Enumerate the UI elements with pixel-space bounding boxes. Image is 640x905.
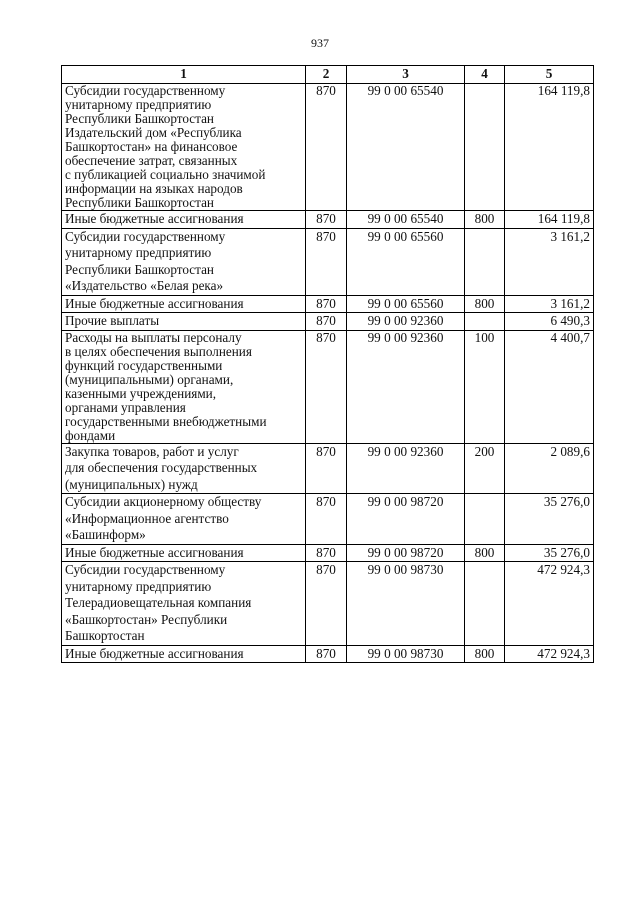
table-row	[62, 211, 594, 229]
table-row	[62, 544, 594, 562]
row-expense-type-cell: 800	[465, 645, 505, 663]
page-number: 937	[311, 36, 329, 50]
row-amount-cell: 472 924,3	[505, 645, 594, 663]
row-target-article-cell: 99 0 00 98720	[347, 544, 465, 562]
row-ministry-cell: 870	[306, 562, 347, 646]
row-name-cell: Иные бюджетные ассигнования	[62, 295, 306, 313]
budget-table	[61, 65, 594, 663]
row-target-article-cell: 99 0 00 65540	[347, 211, 465, 229]
row-name-cell: Субсидии государственному унитарному предприятию Телерадиовещательная компания «Башкортостан» Республики Башкортостан	[62, 562, 306, 646]
row-amount-cell: 472 924,3	[505, 562, 594, 646]
row-expense-type-cell	[465, 562, 505, 646]
row-ministry-cell: 870	[306, 313, 347, 331]
row-expense-type-cell: 800	[465, 211, 505, 229]
row-name-cell: Иные бюджетные ассигнования	[62, 211, 306, 229]
row-target-article-cell: 99 0 00 65560	[347, 228, 465, 295]
row-ministry-cell: 870	[306, 84, 347, 211]
row-amount-cell: 35 276,0	[505, 494, 594, 545]
row-amount-cell: 164 119,8	[505, 211, 594, 229]
row-amount-cell: 164 119,8	[505, 84, 594, 211]
row-name-cell: Иные бюджетные ассигнования	[62, 544, 306, 562]
table-row	[62, 295, 594, 313]
table-row	[62, 562, 594, 646]
table-row	[62, 84, 594, 211]
row-expense-type-cell	[465, 313, 505, 331]
column-header-5: 5	[505, 66, 594, 84]
row-ministry-cell: 870	[306, 544, 347, 562]
row-amount-cell: 35 276,0	[505, 544, 594, 562]
table-row	[62, 228, 594, 295]
row-amount-cell: 6 490,3	[505, 313, 594, 331]
row-expense-type-cell	[465, 494, 505, 545]
row-ministry-cell: 870	[306, 494, 347, 545]
table-header-row	[62, 66, 594, 84]
row-expense-type-cell	[465, 228, 505, 295]
row-ministry-cell: 870	[306, 443, 347, 494]
table-row	[62, 313, 594, 331]
row-ministry-cell: 870	[306, 645, 347, 663]
column-header-3: 3	[347, 66, 465, 84]
row-target-article-cell: 99 0 00 98720	[347, 494, 465, 545]
row-expense-type-cell: 800	[465, 544, 505, 562]
table-row	[62, 330, 594, 443]
row-name-cell: Субсидии государственному унитарному предприятию Республики Башкортостан Издательский дом «Республика Башкортостан» на финансовое обеспечение затрат, связанных с публикацией социально значимой информации на языках народов Республики Башкортостан	[62, 84, 306, 211]
row-name-cell: Закупка товаров, работ и услуг для обеспечения государственных (муниципальных) нужд	[62, 443, 306, 494]
column-header-2: 2	[306, 66, 347, 84]
row-ministry-cell: 870	[306, 228, 347, 295]
row-expense-type-cell: 800	[465, 295, 505, 313]
column-header-1: 1	[62, 66, 306, 84]
row-name-cell: Расходы на выплаты персоналу в целях обеспечения выполнения функций государственными (муниципальными) органами, казенными учреждениями, органами управления государственными внебюджетными фондами	[62, 330, 306, 443]
row-name-cell: Субсидии акционерному обществу «Информационное агентство «Башинформ»	[62, 494, 306, 545]
row-amount-cell: 2 089,6	[505, 443, 594, 494]
row-ministry-cell: 870	[306, 211, 347, 229]
row-expense-type-cell: 200	[465, 443, 505, 494]
row-target-article-cell: 99 0 00 98730	[347, 645, 465, 663]
row-target-article-cell: 99 0 00 92360	[347, 330, 465, 443]
table-row	[62, 645, 594, 663]
row-ministry-cell: 870	[306, 295, 347, 313]
row-target-article-cell: 99 0 00 65540	[347, 84, 465, 211]
row-target-article-cell: 99 0 00 98730	[347, 562, 465, 646]
column-header-4: 4	[465, 66, 505, 84]
row-amount-cell: 3 161,2	[505, 228, 594, 295]
row-amount-cell: 3 161,2	[505, 295, 594, 313]
row-name-cell: Иные бюджетные ассигнования	[62, 645, 306, 663]
row-name-cell: Субсидии государственному унитарному предприятию Республики Башкортостан «Издательство «Белая река»	[62, 228, 306, 295]
row-target-article-cell: 99 0 00 92360	[347, 443, 465, 494]
row-target-article-cell: 99 0 00 92360	[347, 313, 465, 331]
row-target-article-cell: 99 0 00 65560	[347, 295, 465, 313]
table-row	[62, 494, 594, 545]
row-expense-type-cell: 100	[465, 330, 505, 443]
row-name-cell: Прочие выплаты	[62, 313, 306, 331]
row-expense-type-cell	[465, 84, 505, 211]
row-amount-cell: 4 400,7	[505, 330, 594, 443]
table-row	[62, 443, 594, 494]
row-ministry-cell: 870	[306, 330, 347, 443]
